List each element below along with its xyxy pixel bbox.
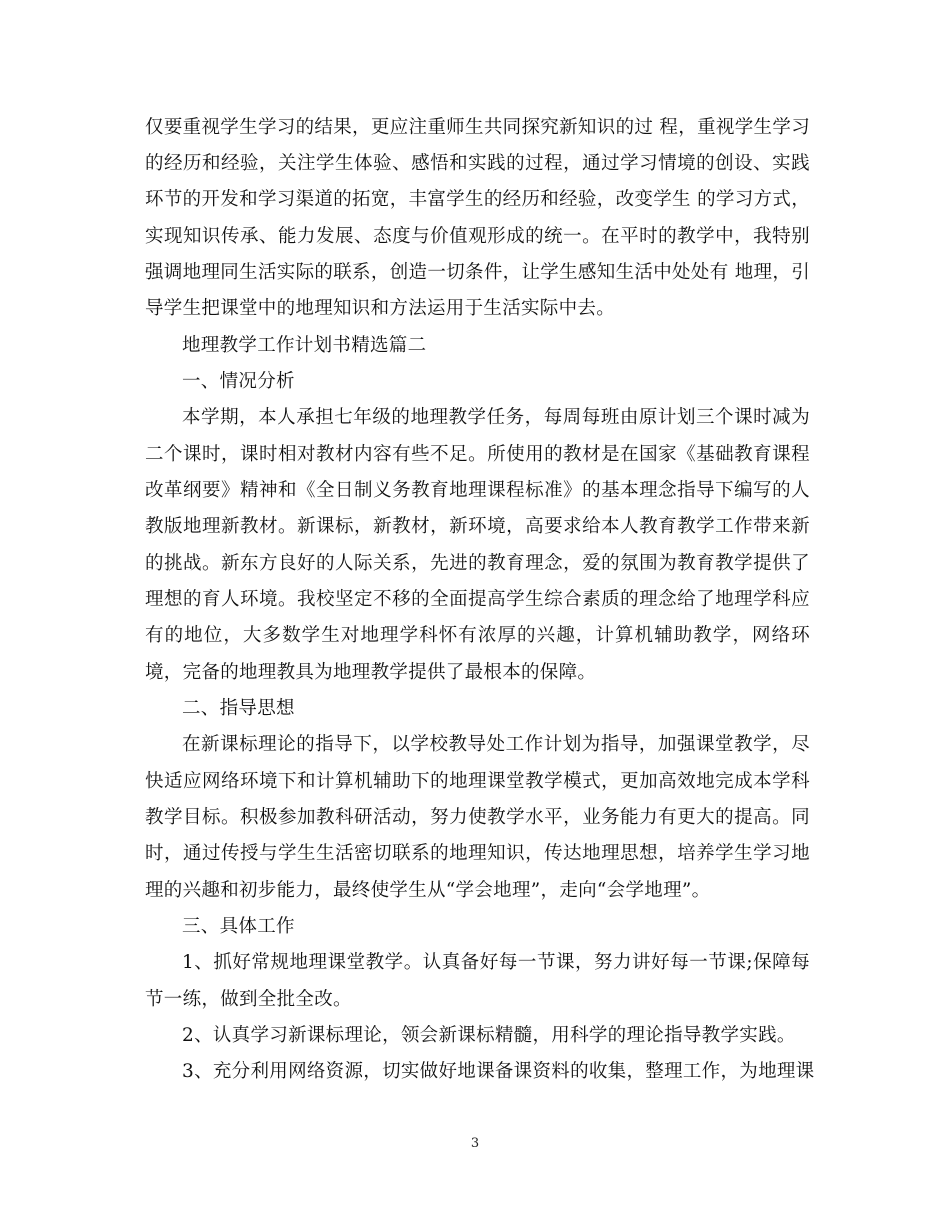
text-line: 境，完备的地理教具为地理教学提供了最根本的保障。 [145,662,597,683]
text-line: 理想的育人环境。我校坚定不移的全面提高学生综合素质的理念给了地理学科应 [145,589,810,610]
text-line: 强调地理同生活实际的联系，创造一切条件，让学生感知生活中处处有 地理，引 [145,262,810,283]
text-line: 理的兴趣和初步能力，最终使学生从“学会地理”，走向“会学地理”。 [145,880,711,901]
section-heading: 三、具体工作 [182,916,295,937]
text-line: 有的地位，大多数学生对地理学科怀有浓厚的兴趣，计算机辅助教学，网络环 [145,625,810,646]
text-line: 的经历和经验，关注学生体验、感悟和实践的过程，通过学习情境的创设、实践 [145,153,810,174]
page-number: 3 [470,1136,480,1151]
section-heading: 一、情况分析 [182,371,295,392]
text-line: 实现知识传承、能力发展、态度与价值观形成的统一。在平时的教学中，我特别 [145,226,810,247]
text-line: 仅要重视学生学习的结果，更应注重师生共同探究新知识的过 程，重视学生学习 [145,117,810,138]
list-item: 3、充分利用网络资源，切实做好地课备课资料的收集，整理工作，为地理课 [182,1061,815,1082]
text-line: 快适应网络环境下和计算机辅助下的地理课堂教学模式，更加高效地完成本学科 [145,771,810,792]
text-line: 节一练，做到全批全改。 [145,989,352,1010]
text-line: 教版地理新教材。新课标，新教材，新环境，高要求给本人教育教学工作带来新 [145,516,810,537]
section-heading: 地理教学工作计划书精选篇二 [182,335,427,356]
list-item: 1、抓好常规地理课堂教学。认真备好每一节课，努力讲好每一节课;保障每 [182,952,810,973]
list-item: 2、认真学习新课标理论，领会新课标精髓，用科学的理论指导教学实践。 [182,1025,796,1046]
section-heading: 二、指导思想 [182,698,295,719]
text-line: 导学生把课堂中的地理知识和方法运用于生活实际中去。 [145,298,616,319]
text-line: 本学期，本人承担七年级的地理教学任务，每周每班由原计划三个课时减为 [182,407,810,428]
text-line: 时，通过传授与学生生活密切联系的地理知识，传达地理思想，培养学生学习地 [145,843,810,864]
text-line: 教学目标。积极参加教科研活动，努力使教学水平，业务能力有更大的提高。同 [145,807,810,828]
text-line: 改革纲要》精神和《全日制义务教育地理课程标准》的基本理念指导下编写的人 [145,480,810,501]
text-line: 在新课标理论的指导下，以学校教导处工作计划为指导，加强课堂教学，尽 [182,734,810,755]
text-line: 的挑战。新东方良好的人际关系，先进的教育理念，爱的氛围为教育教学提供了 [145,553,810,574]
text-line: 二个课时，课时相对教材内容有些不足。所使用的教材是在国家《基础教育课程 [145,444,810,465]
text-line: 环节的开发和学习渠道的拓宽，丰富学生的经历和经验，改变学生 的学习方式， [145,189,810,210]
